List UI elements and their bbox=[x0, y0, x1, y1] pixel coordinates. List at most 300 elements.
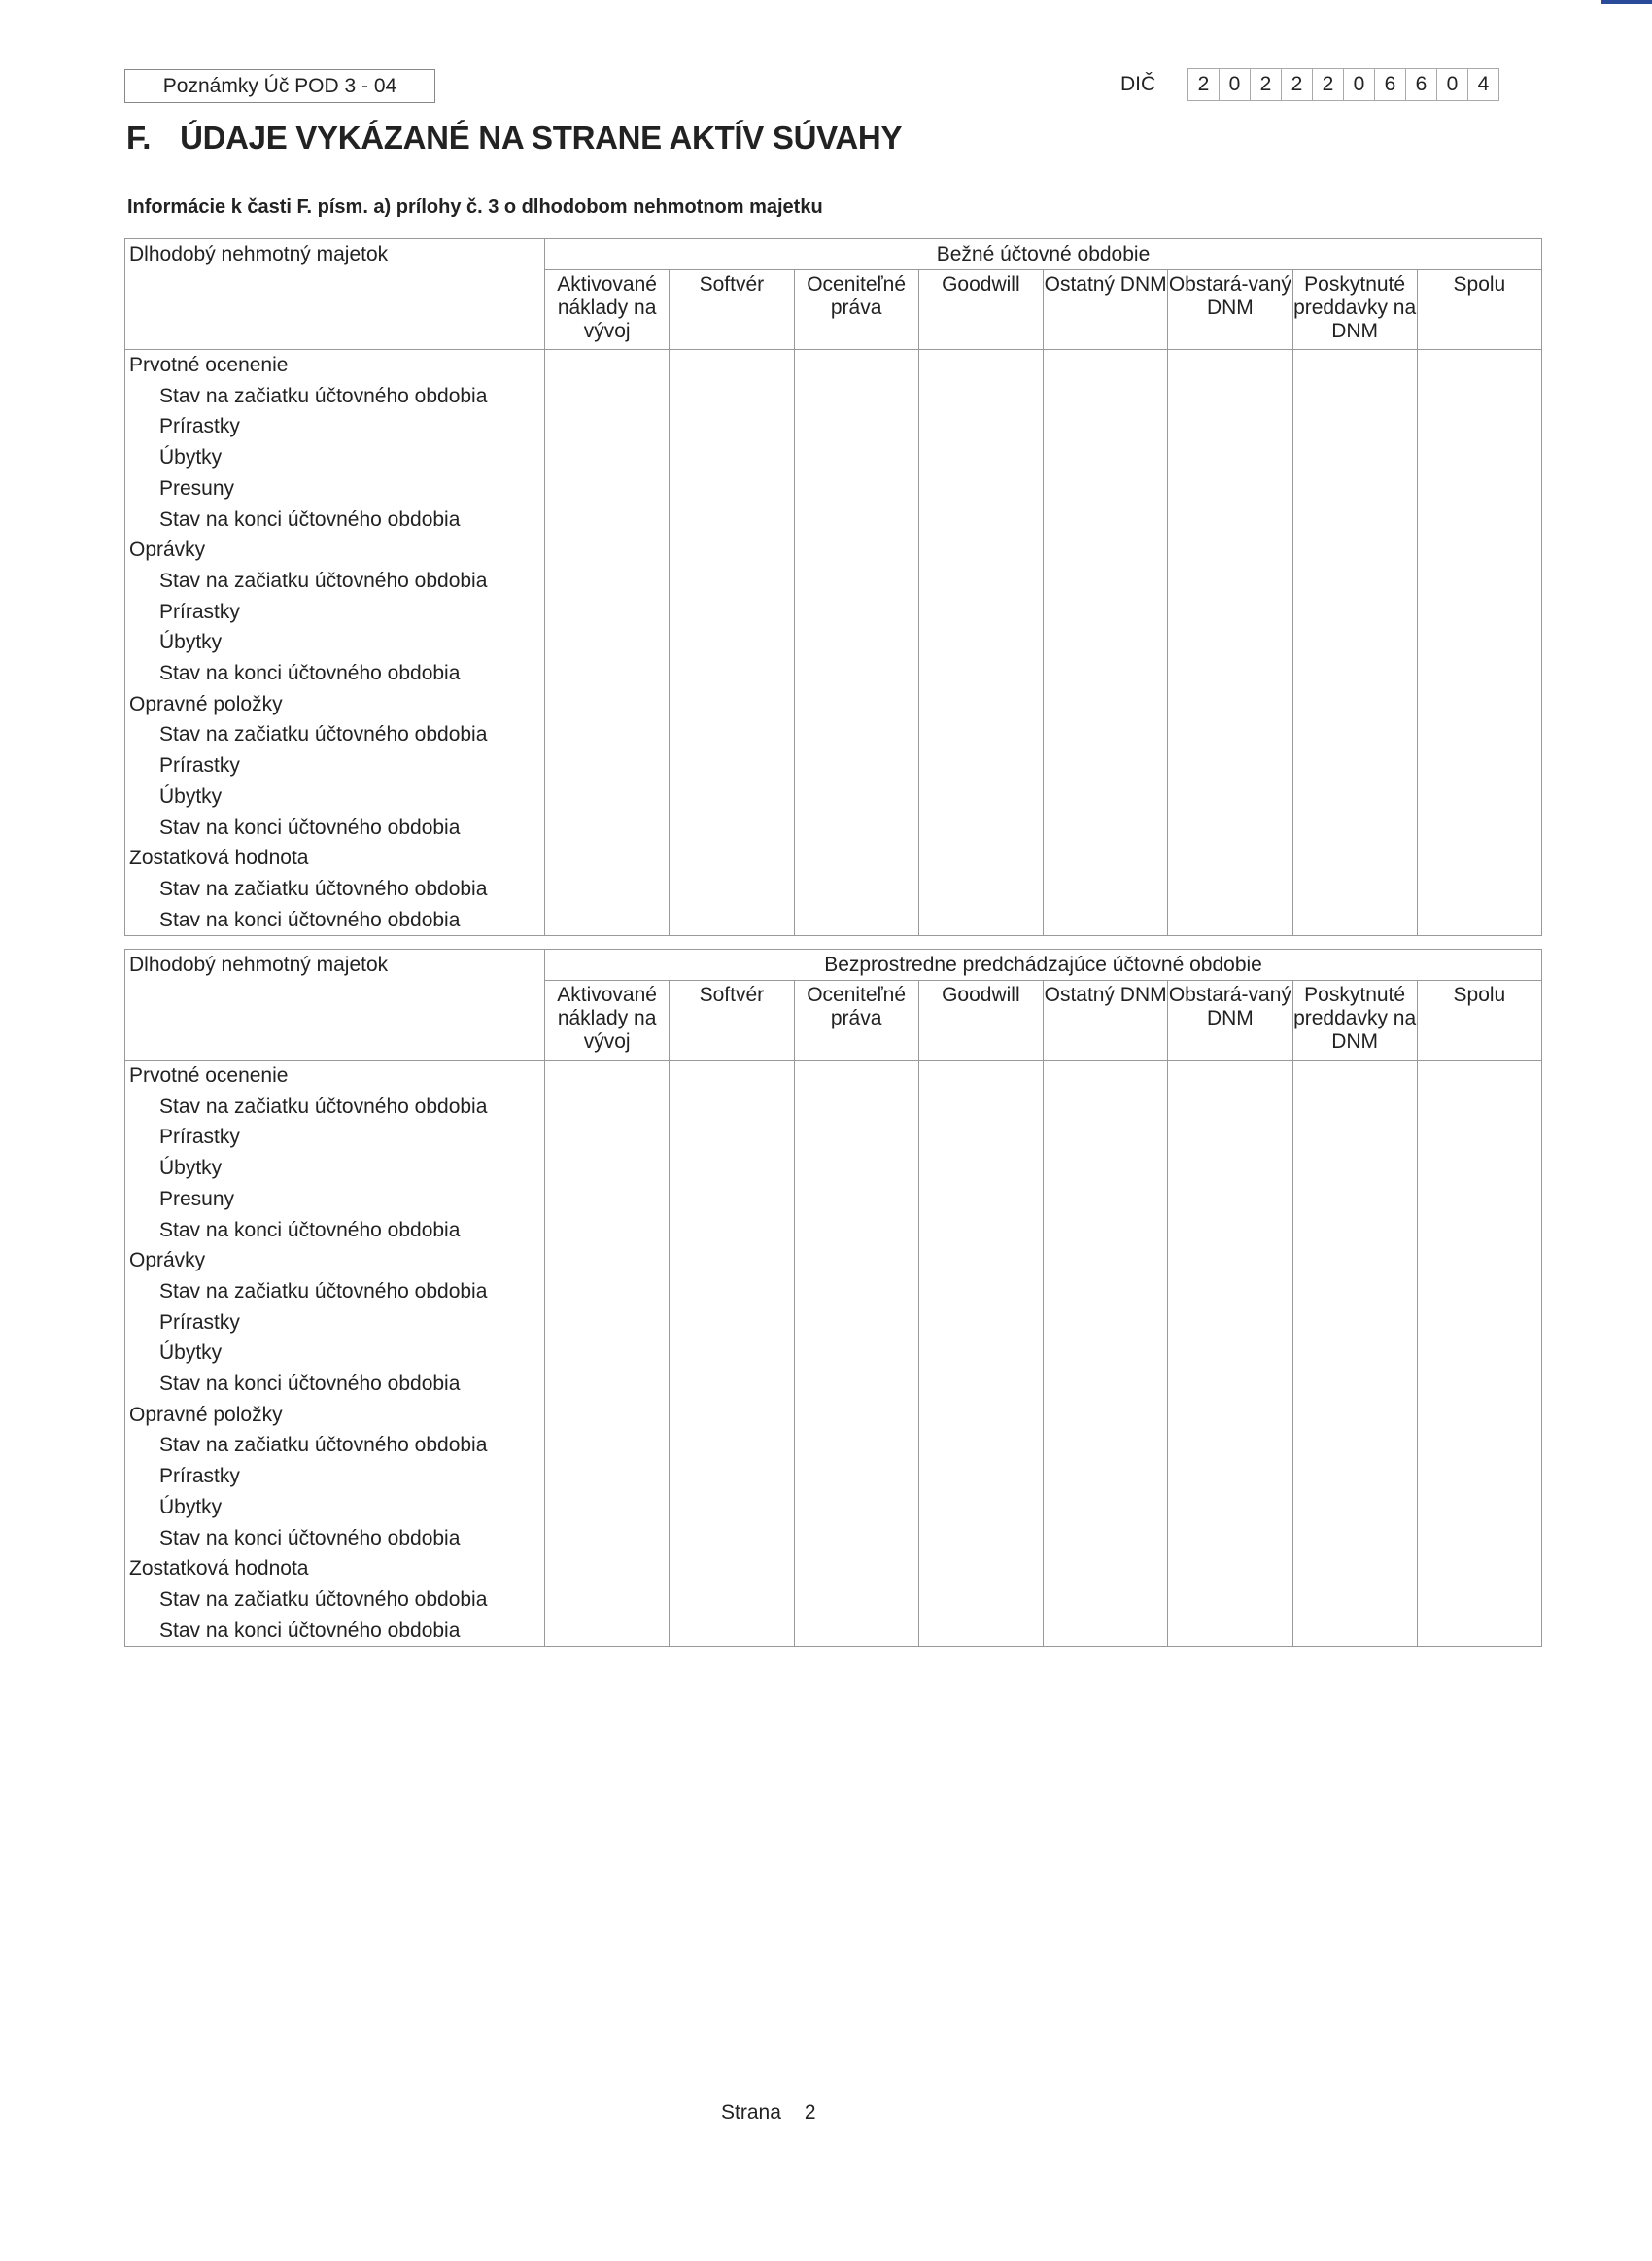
value-cell[interactable] bbox=[1292, 782, 1417, 813]
value-cell[interactable] bbox=[1417, 350, 1541, 381]
value-cell[interactable] bbox=[670, 1307, 794, 1339]
value-cell[interactable] bbox=[545, 1492, 670, 1523]
value-cell[interactable] bbox=[918, 874, 1043, 905]
value-cell[interactable] bbox=[1417, 473, 1541, 504]
value-cell[interactable] bbox=[1292, 658, 1417, 689]
value-cell[interactable] bbox=[1417, 719, 1541, 750]
value-cell[interactable] bbox=[794, 813, 918, 844]
value-cell[interactable] bbox=[1292, 535, 1417, 566]
value-cell[interactable] bbox=[670, 350, 794, 381]
value-cell[interactable] bbox=[670, 411, 794, 442]
value-cell[interactable] bbox=[918, 905, 1043, 936]
value-cell[interactable] bbox=[1168, 1400, 1292, 1431]
value-cell[interactable] bbox=[1168, 874, 1292, 905]
value-cell[interactable] bbox=[1292, 1461, 1417, 1492]
value-cell[interactable] bbox=[670, 504, 794, 536]
value-cell[interactable] bbox=[1417, 1338, 1541, 1369]
value-cell[interactable] bbox=[1044, 1153, 1168, 1184]
value-cell[interactable] bbox=[794, 504, 918, 536]
value-cell[interactable] bbox=[545, 1430, 670, 1461]
value-cell[interactable] bbox=[1417, 1245, 1541, 1276]
value-cell[interactable] bbox=[670, 1369, 794, 1400]
value-cell[interactable] bbox=[794, 1369, 918, 1400]
value-cell[interactable] bbox=[545, 1461, 670, 1492]
value-cell[interactable] bbox=[1292, 1245, 1417, 1276]
value-cell[interactable] bbox=[1044, 1122, 1168, 1153]
value-cell[interactable] bbox=[1292, 473, 1417, 504]
value-cell[interactable] bbox=[545, 1245, 670, 1276]
value-cell[interactable] bbox=[794, 1523, 918, 1554]
value-cell[interactable] bbox=[1417, 1369, 1541, 1400]
value-cell[interactable] bbox=[670, 1215, 794, 1246]
value-cell[interactable] bbox=[545, 566, 670, 597]
value-cell[interactable] bbox=[1044, 1184, 1168, 1215]
value-cell[interactable] bbox=[918, 1245, 1043, 1276]
value-cell[interactable] bbox=[1292, 1584, 1417, 1616]
value-cell[interactable] bbox=[1417, 1430, 1541, 1461]
value-cell[interactable] bbox=[1044, 411, 1168, 442]
value-cell[interactable] bbox=[545, 627, 670, 658]
value-cell[interactable] bbox=[670, 1584, 794, 1616]
value-cell[interactable] bbox=[1044, 597, 1168, 628]
value-cell[interactable] bbox=[1168, 535, 1292, 566]
value-cell[interactable] bbox=[545, 504, 670, 536]
value-cell[interactable] bbox=[794, 566, 918, 597]
value-cell[interactable] bbox=[545, 1616, 670, 1647]
value-cell[interactable] bbox=[918, 658, 1043, 689]
value-cell[interactable] bbox=[1292, 1338, 1417, 1369]
value-cell[interactable] bbox=[1168, 566, 1292, 597]
value-cell[interactable] bbox=[1292, 1276, 1417, 1307]
value-cell[interactable] bbox=[1417, 1400, 1541, 1431]
value-cell[interactable] bbox=[1417, 750, 1541, 782]
value-cell[interactable] bbox=[1168, 1492, 1292, 1523]
value-cell[interactable] bbox=[1044, 689, 1168, 720]
value-cell[interactable] bbox=[1417, 1276, 1541, 1307]
value-cell[interactable] bbox=[794, 1092, 918, 1123]
value-cell[interactable] bbox=[1044, 1307, 1168, 1339]
value-cell[interactable] bbox=[1044, 1523, 1168, 1554]
value-cell[interactable] bbox=[1044, 1492, 1168, 1523]
value-cell[interactable] bbox=[670, 1553, 794, 1584]
value-cell[interactable] bbox=[1417, 1523, 1541, 1554]
value-cell[interactable] bbox=[1168, 411, 1292, 442]
value-cell[interactable] bbox=[1168, 750, 1292, 782]
value-cell[interactable] bbox=[918, 1400, 1043, 1431]
value-cell[interactable] bbox=[1417, 597, 1541, 628]
value-cell[interactable] bbox=[1292, 504, 1417, 536]
value-cell[interactable] bbox=[1168, 442, 1292, 473]
value-cell[interactable] bbox=[918, 1492, 1043, 1523]
value-cell[interactable] bbox=[545, 597, 670, 628]
value-cell[interactable] bbox=[794, 750, 918, 782]
value-cell[interactable] bbox=[1168, 719, 1292, 750]
value-cell[interactable] bbox=[1044, 535, 1168, 566]
value-cell[interactable] bbox=[1168, 1616, 1292, 1647]
value-cell[interactable] bbox=[918, 813, 1043, 844]
value-cell[interactable] bbox=[1044, 1338, 1168, 1369]
value-cell[interactable] bbox=[670, 1616, 794, 1647]
value-cell[interactable] bbox=[1292, 1153, 1417, 1184]
value-cell[interactable] bbox=[670, 381, 794, 412]
value-cell[interactable] bbox=[1292, 1616, 1417, 1647]
value-cell[interactable] bbox=[1417, 411, 1541, 442]
value-cell[interactable] bbox=[1292, 1430, 1417, 1461]
value-cell[interactable] bbox=[670, 905, 794, 936]
value-cell[interactable] bbox=[1292, 750, 1417, 782]
value-cell[interactable] bbox=[918, 1276, 1043, 1307]
value-cell[interactable] bbox=[670, 1400, 794, 1431]
value-cell[interactable] bbox=[918, 1184, 1043, 1215]
value-cell[interactable] bbox=[794, 381, 918, 412]
value-cell[interactable] bbox=[918, 1616, 1043, 1647]
value-cell[interactable] bbox=[918, 689, 1043, 720]
value-cell[interactable] bbox=[794, 1584, 918, 1616]
value-cell[interactable] bbox=[794, 1184, 918, 1215]
value-cell[interactable] bbox=[1292, 843, 1417, 874]
value-cell[interactable] bbox=[794, 473, 918, 504]
value-cell[interactable] bbox=[1168, 1245, 1292, 1276]
value-cell[interactable] bbox=[1417, 843, 1541, 874]
value-cell[interactable] bbox=[794, 689, 918, 720]
value-cell[interactable] bbox=[794, 1461, 918, 1492]
value-cell[interactable] bbox=[545, 442, 670, 473]
value-cell[interactable] bbox=[1417, 381, 1541, 412]
value-cell[interactable] bbox=[1417, 442, 1541, 473]
value-cell[interactable] bbox=[670, 689, 794, 720]
value-cell[interactable] bbox=[1417, 1307, 1541, 1339]
value-cell[interactable] bbox=[670, 473, 794, 504]
value-cell[interactable] bbox=[918, 1523, 1043, 1554]
value-cell[interactable] bbox=[1292, 1122, 1417, 1153]
value-cell[interactable] bbox=[545, 1153, 670, 1184]
value-cell[interactable] bbox=[545, 1584, 670, 1616]
value-cell[interactable] bbox=[1044, 1430, 1168, 1461]
value-cell[interactable] bbox=[1417, 1153, 1541, 1184]
value-cell[interactable] bbox=[918, 597, 1043, 628]
value-cell[interactable] bbox=[1044, 381, 1168, 412]
value-cell[interactable] bbox=[1044, 1245, 1168, 1276]
value-cell[interactable] bbox=[1044, 874, 1168, 905]
value-cell[interactable] bbox=[918, 473, 1043, 504]
value-cell[interactable] bbox=[545, 874, 670, 905]
value-cell[interactable] bbox=[794, 1492, 918, 1523]
value-cell[interactable] bbox=[918, 1153, 1043, 1184]
value-cell[interactable] bbox=[1417, 627, 1541, 658]
value-cell[interactable] bbox=[670, 1184, 794, 1215]
value-cell[interactable] bbox=[1044, 566, 1168, 597]
value-cell[interactable] bbox=[794, 905, 918, 936]
value-cell[interactable] bbox=[1292, 1215, 1417, 1246]
value-cell[interactable] bbox=[918, 1307, 1043, 1339]
value-cell[interactable] bbox=[1168, 905, 1292, 936]
value-cell[interactable] bbox=[918, 1461, 1043, 1492]
value-cell[interactable] bbox=[670, 1523, 794, 1554]
value-cell[interactable] bbox=[794, 627, 918, 658]
value-cell[interactable] bbox=[545, 1400, 670, 1431]
value-cell[interactable] bbox=[670, 658, 794, 689]
value-cell[interactable] bbox=[794, 442, 918, 473]
value-cell[interactable] bbox=[1292, 411, 1417, 442]
value-cell[interactable] bbox=[1292, 350, 1417, 381]
value-cell[interactable] bbox=[670, 1276, 794, 1307]
value-cell[interactable] bbox=[1168, 782, 1292, 813]
value-cell[interactable] bbox=[1044, 1461, 1168, 1492]
value-cell[interactable] bbox=[545, 719, 670, 750]
value-cell[interactable] bbox=[1417, 566, 1541, 597]
value-cell[interactable] bbox=[1292, 813, 1417, 844]
value-cell[interactable] bbox=[545, 1215, 670, 1246]
value-cell[interactable] bbox=[545, 1307, 670, 1339]
value-cell[interactable] bbox=[1417, 1184, 1541, 1215]
value-cell[interactable] bbox=[545, 1369, 670, 1400]
value-cell[interactable] bbox=[794, 1430, 918, 1461]
value-cell[interactable] bbox=[545, 381, 670, 412]
value-cell[interactable] bbox=[1044, 905, 1168, 936]
value-cell[interactable] bbox=[1292, 1184, 1417, 1215]
value-cell[interactable] bbox=[1417, 1461, 1541, 1492]
value-cell[interactable] bbox=[794, 1338, 918, 1369]
value-cell[interactable] bbox=[1292, 566, 1417, 597]
value-cell[interactable] bbox=[670, 1430, 794, 1461]
value-cell[interactable] bbox=[1168, 1461, 1292, 1492]
value-cell[interactable] bbox=[670, 1153, 794, 1184]
value-cell[interactable] bbox=[545, 350, 670, 381]
value-cell[interactable] bbox=[670, 843, 794, 874]
value-cell[interactable] bbox=[1168, 1153, 1292, 1184]
value-cell[interactable] bbox=[1168, 350, 1292, 381]
value-cell[interactable] bbox=[1044, 504, 1168, 536]
value-cell[interactable] bbox=[1044, 350, 1168, 381]
value-cell[interactable] bbox=[1168, 1122, 1292, 1153]
value-cell[interactable] bbox=[1417, 905, 1541, 936]
value-cell[interactable] bbox=[918, 843, 1043, 874]
value-cell[interactable] bbox=[1168, 689, 1292, 720]
value-cell[interactable] bbox=[918, 627, 1043, 658]
value-cell[interactable] bbox=[1044, 627, 1168, 658]
value-cell[interactable] bbox=[794, 1245, 918, 1276]
value-cell[interactable] bbox=[1292, 1553, 1417, 1584]
value-cell[interactable] bbox=[1292, 905, 1417, 936]
value-cell[interactable] bbox=[1168, 1215, 1292, 1246]
value-cell[interactable] bbox=[545, 658, 670, 689]
value-cell[interactable] bbox=[1044, 1584, 1168, 1616]
value-cell[interactable] bbox=[1417, 1092, 1541, 1123]
value-cell[interactable] bbox=[794, 874, 918, 905]
value-cell[interactable] bbox=[1417, 1492, 1541, 1523]
value-cell[interactable] bbox=[545, 1092, 670, 1123]
value-cell[interactable] bbox=[918, 1338, 1043, 1369]
value-cell[interactable] bbox=[545, 782, 670, 813]
value-cell[interactable] bbox=[1417, 1616, 1541, 1647]
value-cell[interactable] bbox=[1044, 473, 1168, 504]
value-cell[interactable] bbox=[545, 411, 670, 442]
value-cell[interactable] bbox=[794, 1553, 918, 1584]
value-cell[interactable] bbox=[918, 782, 1043, 813]
value-cell[interactable] bbox=[1044, 442, 1168, 473]
value-cell[interactable] bbox=[545, 1553, 670, 1584]
value-cell[interactable] bbox=[1168, 1092, 1292, 1123]
value-cell[interactable] bbox=[1168, 473, 1292, 504]
value-cell[interactable] bbox=[794, 843, 918, 874]
value-cell[interactable] bbox=[918, 1061, 1043, 1092]
value-cell[interactable] bbox=[794, 1276, 918, 1307]
value-cell[interactable] bbox=[545, 1184, 670, 1215]
value-cell[interactable] bbox=[1168, 1553, 1292, 1584]
value-cell[interactable] bbox=[545, 1061, 670, 1092]
value-cell[interactable] bbox=[918, 350, 1043, 381]
value-cell[interactable] bbox=[545, 689, 670, 720]
value-cell[interactable] bbox=[918, 1430, 1043, 1461]
value-cell[interactable] bbox=[794, 719, 918, 750]
value-cell[interactable] bbox=[918, 719, 1043, 750]
value-cell[interactable] bbox=[918, 381, 1043, 412]
value-cell[interactable] bbox=[545, 1338, 670, 1369]
value-cell[interactable] bbox=[1044, 1276, 1168, 1307]
value-cell[interactable] bbox=[1044, 843, 1168, 874]
value-cell[interactable] bbox=[545, 473, 670, 504]
value-cell[interactable] bbox=[1044, 1061, 1168, 1092]
value-cell[interactable] bbox=[1044, 1400, 1168, 1431]
value-cell[interactable] bbox=[918, 442, 1043, 473]
value-cell[interactable] bbox=[794, 782, 918, 813]
value-cell[interactable] bbox=[1417, 1061, 1541, 1092]
value-cell[interactable] bbox=[918, 1369, 1043, 1400]
value-cell[interactable] bbox=[1417, 813, 1541, 844]
value-cell[interactable] bbox=[918, 504, 1043, 536]
value-cell[interactable] bbox=[1044, 1369, 1168, 1400]
value-cell[interactable] bbox=[1168, 1184, 1292, 1215]
value-cell[interactable] bbox=[1292, 874, 1417, 905]
value-cell[interactable] bbox=[545, 1276, 670, 1307]
value-cell[interactable] bbox=[1417, 504, 1541, 536]
value-cell[interactable] bbox=[918, 535, 1043, 566]
value-cell[interactable] bbox=[670, 1338, 794, 1369]
value-cell[interactable] bbox=[1168, 658, 1292, 689]
value-cell[interactable] bbox=[1044, 719, 1168, 750]
value-cell[interactable] bbox=[1417, 1584, 1541, 1616]
value-cell[interactable] bbox=[794, 658, 918, 689]
value-cell[interactable] bbox=[545, 750, 670, 782]
value-cell[interactable] bbox=[670, 597, 794, 628]
value-cell[interactable] bbox=[1044, 1553, 1168, 1584]
value-cell[interactable] bbox=[794, 1400, 918, 1431]
value-cell[interactable] bbox=[1417, 658, 1541, 689]
value-cell[interactable] bbox=[1168, 1338, 1292, 1369]
value-cell[interactable] bbox=[1292, 1523, 1417, 1554]
value-cell[interactable] bbox=[794, 411, 918, 442]
value-cell[interactable] bbox=[794, 1061, 918, 1092]
value-cell[interactable] bbox=[1044, 1092, 1168, 1123]
value-cell[interactable] bbox=[1044, 750, 1168, 782]
value-cell[interactable] bbox=[1168, 813, 1292, 844]
value-cell[interactable] bbox=[918, 1092, 1043, 1123]
value-cell[interactable] bbox=[1292, 442, 1417, 473]
value-cell[interactable] bbox=[1168, 1307, 1292, 1339]
value-cell[interactable] bbox=[670, 782, 794, 813]
value-cell[interactable] bbox=[918, 750, 1043, 782]
value-cell[interactable] bbox=[918, 1584, 1043, 1616]
value-cell[interactable] bbox=[545, 843, 670, 874]
value-cell[interactable] bbox=[1168, 1276, 1292, 1307]
value-cell[interactable] bbox=[670, 1122, 794, 1153]
value-cell[interactable] bbox=[670, 1461, 794, 1492]
value-cell[interactable] bbox=[1292, 627, 1417, 658]
value-cell[interactable] bbox=[545, 535, 670, 566]
value-cell[interactable] bbox=[1168, 627, 1292, 658]
value-cell[interactable] bbox=[1292, 689, 1417, 720]
value-cell[interactable] bbox=[1292, 381, 1417, 412]
value-cell[interactable] bbox=[1292, 1061, 1417, 1092]
value-cell[interactable] bbox=[1168, 1369, 1292, 1400]
value-cell[interactable] bbox=[918, 1553, 1043, 1584]
value-cell[interactable] bbox=[1044, 813, 1168, 844]
value-cell[interactable] bbox=[918, 1215, 1043, 1246]
value-cell[interactable] bbox=[794, 1616, 918, 1647]
value-cell[interactable] bbox=[794, 1215, 918, 1246]
value-cell[interactable] bbox=[545, 905, 670, 936]
value-cell[interactable] bbox=[794, 597, 918, 628]
value-cell[interactable] bbox=[1292, 719, 1417, 750]
value-cell[interactable] bbox=[670, 1492, 794, 1523]
value-cell[interactable] bbox=[1292, 1400, 1417, 1431]
value-cell[interactable] bbox=[794, 1153, 918, 1184]
value-cell[interactable] bbox=[670, 813, 794, 844]
value-cell[interactable] bbox=[1168, 1523, 1292, 1554]
value-cell[interactable] bbox=[1417, 782, 1541, 813]
value-cell[interactable] bbox=[1292, 597, 1417, 628]
value-cell[interactable] bbox=[794, 1122, 918, 1153]
value-cell[interactable] bbox=[1168, 381, 1292, 412]
value-cell[interactable] bbox=[1417, 1553, 1541, 1584]
value-cell[interactable] bbox=[794, 535, 918, 566]
value-cell[interactable] bbox=[1168, 843, 1292, 874]
value-cell[interactable] bbox=[1417, 689, 1541, 720]
value-cell[interactable] bbox=[1417, 874, 1541, 905]
value-cell[interactable] bbox=[670, 1092, 794, 1123]
value-cell[interactable] bbox=[670, 535, 794, 566]
value-cell[interactable] bbox=[670, 1245, 794, 1276]
value-cell[interactable] bbox=[1292, 1492, 1417, 1523]
value-cell[interactable] bbox=[918, 566, 1043, 597]
value-cell[interactable] bbox=[545, 1122, 670, 1153]
value-cell[interactable] bbox=[1168, 597, 1292, 628]
value-cell[interactable] bbox=[1168, 504, 1292, 536]
value-cell[interactable] bbox=[794, 1307, 918, 1339]
value-cell[interactable] bbox=[1417, 535, 1541, 566]
value-cell[interactable] bbox=[1044, 658, 1168, 689]
value-cell[interactable] bbox=[1168, 1430, 1292, 1461]
value-cell[interactable] bbox=[670, 719, 794, 750]
value-cell[interactable] bbox=[670, 627, 794, 658]
value-cell[interactable] bbox=[1044, 1215, 1168, 1246]
value-cell[interactable] bbox=[1044, 782, 1168, 813]
value-cell[interactable] bbox=[1417, 1122, 1541, 1153]
value-cell[interactable] bbox=[918, 1122, 1043, 1153]
value-cell[interactable] bbox=[1292, 1307, 1417, 1339]
value-cell[interactable] bbox=[918, 411, 1043, 442]
value-cell[interactable] bbox=[1417, 1215, 1541, 1246]
value-cell[interactable] bbox=[794, 350, 918, 381]
value-cell[interactable] bbox=[670, 442, 794, 473]
value-cell[interactable] bbox=[1292, 1092, 1417, 1123]
value-cell[interactable] bbox=[670, 566, 794, 597]
value-cell[interactable] bbox=[670, 1061, 794, 1092]
value-cell[interactable] bbox=[1168, 1584, 1292, 1616]
value-cell[interactable] bbox=[1292, 1369, 1417, 1400]
value-cell[interactable] bbox=[1168, 1061, 1292, 1092]
value-cell[interactable] bbox=[670, 750, 794, 782]
